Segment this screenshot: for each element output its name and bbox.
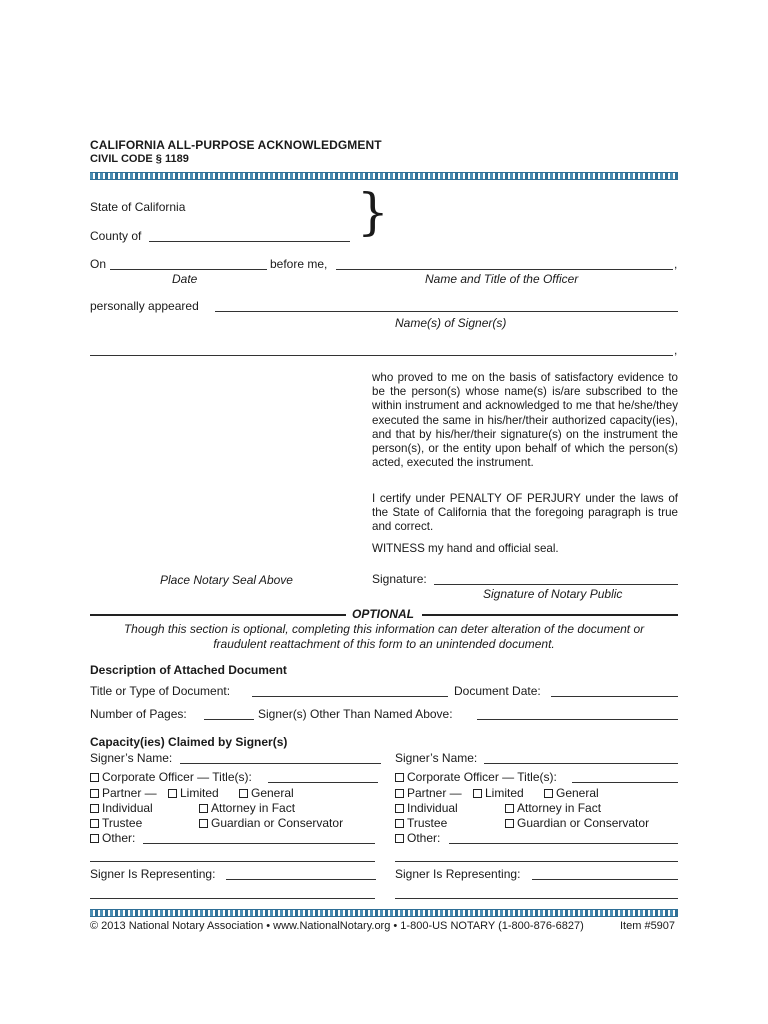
signer2-other-label: Other: <box>407 831 441 845</box>
signer2-corporate <box>395 770 557 784</box>
signer1-attorney <box>199 801 295 815</box>
signer1-corporate-checkbox[interactable] <box>90 773 99 782</box>
signer1-trustee-label: Trustee <box>102 816 143 830</box>
number-pages-label: Number of Pages: <box>90 707 187 721</box>
signer1-general-checkbox[interactable] <box>239 789 248 798</box>
signer2-partner <box>395 786 462 800</box>
signers-field-continued[interactable] <box>90 355 673 356</box>
signer2-other-field-2[interactable] <box>395 861 678 862</box>
decorative-band-bottom <box>90 910 678 916</box>
date-field[interactable] <box>110 269 267 270</box>
signers-field[interactable] <box>215 311 678 312</box>
perjury-paragraph: I certify under PENALTY OF PERJURY under the laws of the State of California that the foregoing paragraph is true and correct. <box>372 492 678 534</box>
signer2-limited-label: Limited <box>485 786 524 800</box>
signer2-other <box>395 831 440 845</box>
officer-field[interactable] <box>336 269 673 270</box>
description-heading: Description of Attached Document <box>90 663 287 677</box>
signer1-other-field-2[interactable] <box>90 861 375 862</box>
title-type-label: Title or Type of Document: <box>90 684 231 698</box>
signer2-partner-checkbox[interactable] <box>395 789 404 798</box>
signer1-attorney-label: Attorney in Fact <box>211 801 296 815</box>
signature-label: Signature: <box>372 572 427 586</box>
on-label: On <box>90 257 107 271</box>
signer1-partner <box>90 786 157 800</box>
signer1-representing-field-2[interactable] <box>90 898 375 899</box>
signer2-other-field[interactable] <box>449 843 678 844</box>
signer1-other-label: Other: <box>102 831 136 845</box>
signer2-representing-field[interactable] <box>532 879 678 880</box>
optional-rule-right <box>422 614 678 616</box>
signer1-trustee <box>90 816 142 830</box>
signer2-name-label: Signer’s Name: <box>395 751 478 765</box>
signer2-trustee <box>395 816 447 830</box>
signer1-general <box>239 786 294 800</box>
signer1-partner-label: Partner — <box>102 786 157 800</box>
signer1-other-field[interactable] <box>143 843 375 844</box>
signer2-other-checkbox[interactable] <box>395 834 404 843</box>
signer2-corporate-checkbox[interactable] <box>395 773 404 782</box>
signer2-representing-field-2[interactable] <box>395 898 678 899</box>
officer-comma: , <box>674 257 678 271</box>
signer1-limited <box>168 786 219 800</box>
signer1-general-label: General <box>251 786 294 800</box>
witness-paragraph: WITNESS my hand and official seal. <box>372 542 559 555</box>
venue-brace: } <box>357 183 389 241</box>
document-date-label: Document Date: <box>454 684 541 698</box>
signer2-title-field[interactable] <box>572 782 678 783</box>
capacity-heading: Capacity(ies) Claimed by Signer(s) <box>90 735 288 749</box>
signer1-name-label: Signer’s Name: <box>90 751 173 765</box>
signer2-guardian-checkbox[interactable] <box>505 819 514 828</box>
document-date-field[interactable] <box>551 696 678 697</box>
signer2-representing-label: Signer Is Representing: <box>395 867 521 881</box>
signer1-limited-checkbox[interactable] <box>168 789 177 798</box>
proof-paragraph: who proved to me on the basis of satisfactory evidence to be the person(s) whose name(s) is/are subscribed to the within instrument and acknowledged to me that he/she/they executed the same in his/her/their authorized capacity(ies), and that by his/her/their signature(s) on the instrument the person(s), or the entity upon behalf of which the person(s) acted, executed the instrument. <box>372 371 678 470</box>
signer2-trustee-label: Trustee <box>407 816 448 830</box>
footer-text: © 2013 National Notary Association • www.NationalNotary.org • 1-800-US NOTARY (1-800-876-6827) <box>90 920 584 932</box>
number-pages-field[interactable] <box>204 719 254 720</box>
signer2-corporate-label: Corporate Officer — Title(s): <box>407 770 557 784</box>
signer2-attorney-label: Attorney in Fact <box>517 801 602 815</box>
signers-other-field[interactable] <box>477 719 678 720</box>
state-label: State of California <box>90 200 186 214</box>
seal-caption: Place Notary Seal Above <box>160 573 293 587</box>
signer1-partner-checkbox[interactable] <box>90 789 99 798</box>
county-field[interactable] <box>149 241 350 242</box>
signer2-general-checkbox[interactable] <box>544 789 553 798</box>
signer2-name-field[interactable] <box>484 763 678 764</box>
signer2-general <box>544 786 599 800</box>
county-label: County of <box>90 229 142 243</box>
signer2-partner-label: Partner — <box>407 786 462 800</box>
signer1-individual-label: Individual <box>102 801 153 815</box>
before-me-label: before me, <box>270 257 328 271</box>
signer2-guardian <box>505 816 649 830</box>
signer1-other <box>90 831 135 845</box>
signer1-individual <box>90 801 153 815</box>
signer2-guardian-label: Guardian or Conservator <box>517 816 650 830</box>
signers-other-label: Signer(s) Other Than Named Above: <box>258 707 453 721</box>
optional-note-line2: fraudulent reattachment of this form to an unintended document. <box>213 637 555 651</box>
signer1-title-field[interactable] <box>268 782 378 783</box>
notary-signature-field[interactable] <box>434 584 678 585</box>
signer1-representing-field[interactable] <box>226 879 376 880</box>
signer2-individual-label: Individual <box>407 801 458 815</box>
signer1-other-checkbox[interactable] <box>90 834 99 843</box>
signer1-guardian-label: Guardian or Conservator <box>211 816 344 830</box>
signer1-guardian-checkbox[interactable] <box>199 819 208 828</box>
signer1-corporate <box>90 770 252 784</box>
signer1-limited-label: Limited <box>180 786 219 800</box>
signer1-representing-label: Signer Is Representing: <box>90 867 216 881</box>
signer2-attorney-checkbox[interactable] <box>505 804 514 813</box>
footer-item: Item #5907 <box>620 920 676 932</box>
signers-caption: Name(s) of Signer(s) <box>395 316 507 330</box>
title-type-field[interactable] <box>252 696 448 697</box>
signer1-name-field[interactable] <box>180 763 381 764</box>
signer2-limited-checkbox[interactable] <box>473 789 482 798</box>
signer2-limited <box>473 786 524 800</box>
signer2-general-label: General <box>556 786 599 800</box>
signer2-individual <box>395 801 458 815</box>
date-caption: Date <box>172 272 198 286</box>
decorative-band-top <box>90 173 678 179</box>
signer1-attorney-checkbox[interactable] <box>199 804 208 813</box>
form-subtitle: CIVIL CODE § 1189 <box>90 153 189 165</box>
signer1-corporate-label: Corporate Officer — Title(s): <box>102 770 252 784</box>
signer1-individual-checkbox[interactable] <box>90 804 99 813</box>
personally-appeared-label: personally appeared <box>90 299 199 313</box>
signers-comma: , <box>674 343 678 357</box>
signer2-trustee-checkbox[interactable] <box>395 819 404 828</box>
signature-caption: Signature of Notary Public <box>483 587 623 601</box>
optional-note-line1: Though this section is optional, completing this information can deter alteration of the document or <box>123 622 645 636</box>
optional-rule-left <box>90 614 346 616</box>
signer2-individual-checkbox[interactable] <box>395 804 404 813</box>
signer1-guardian <box>199 816 343 830</box>
signer2-attorney <box>505 801 601 815</box>
officer-caption: Name and Title of the Officer <box>425 272 579 286</box>
optional-heading: OPTIONAL <box>352 607 414 621</box>
form-title: CALIFORNIA ALL-PURPOSE ACKNOWLEDGMENT <box>90 138 382 152</box>
signer1-trustee-checkbox[interactable] <box>90 819 99 828</box>
